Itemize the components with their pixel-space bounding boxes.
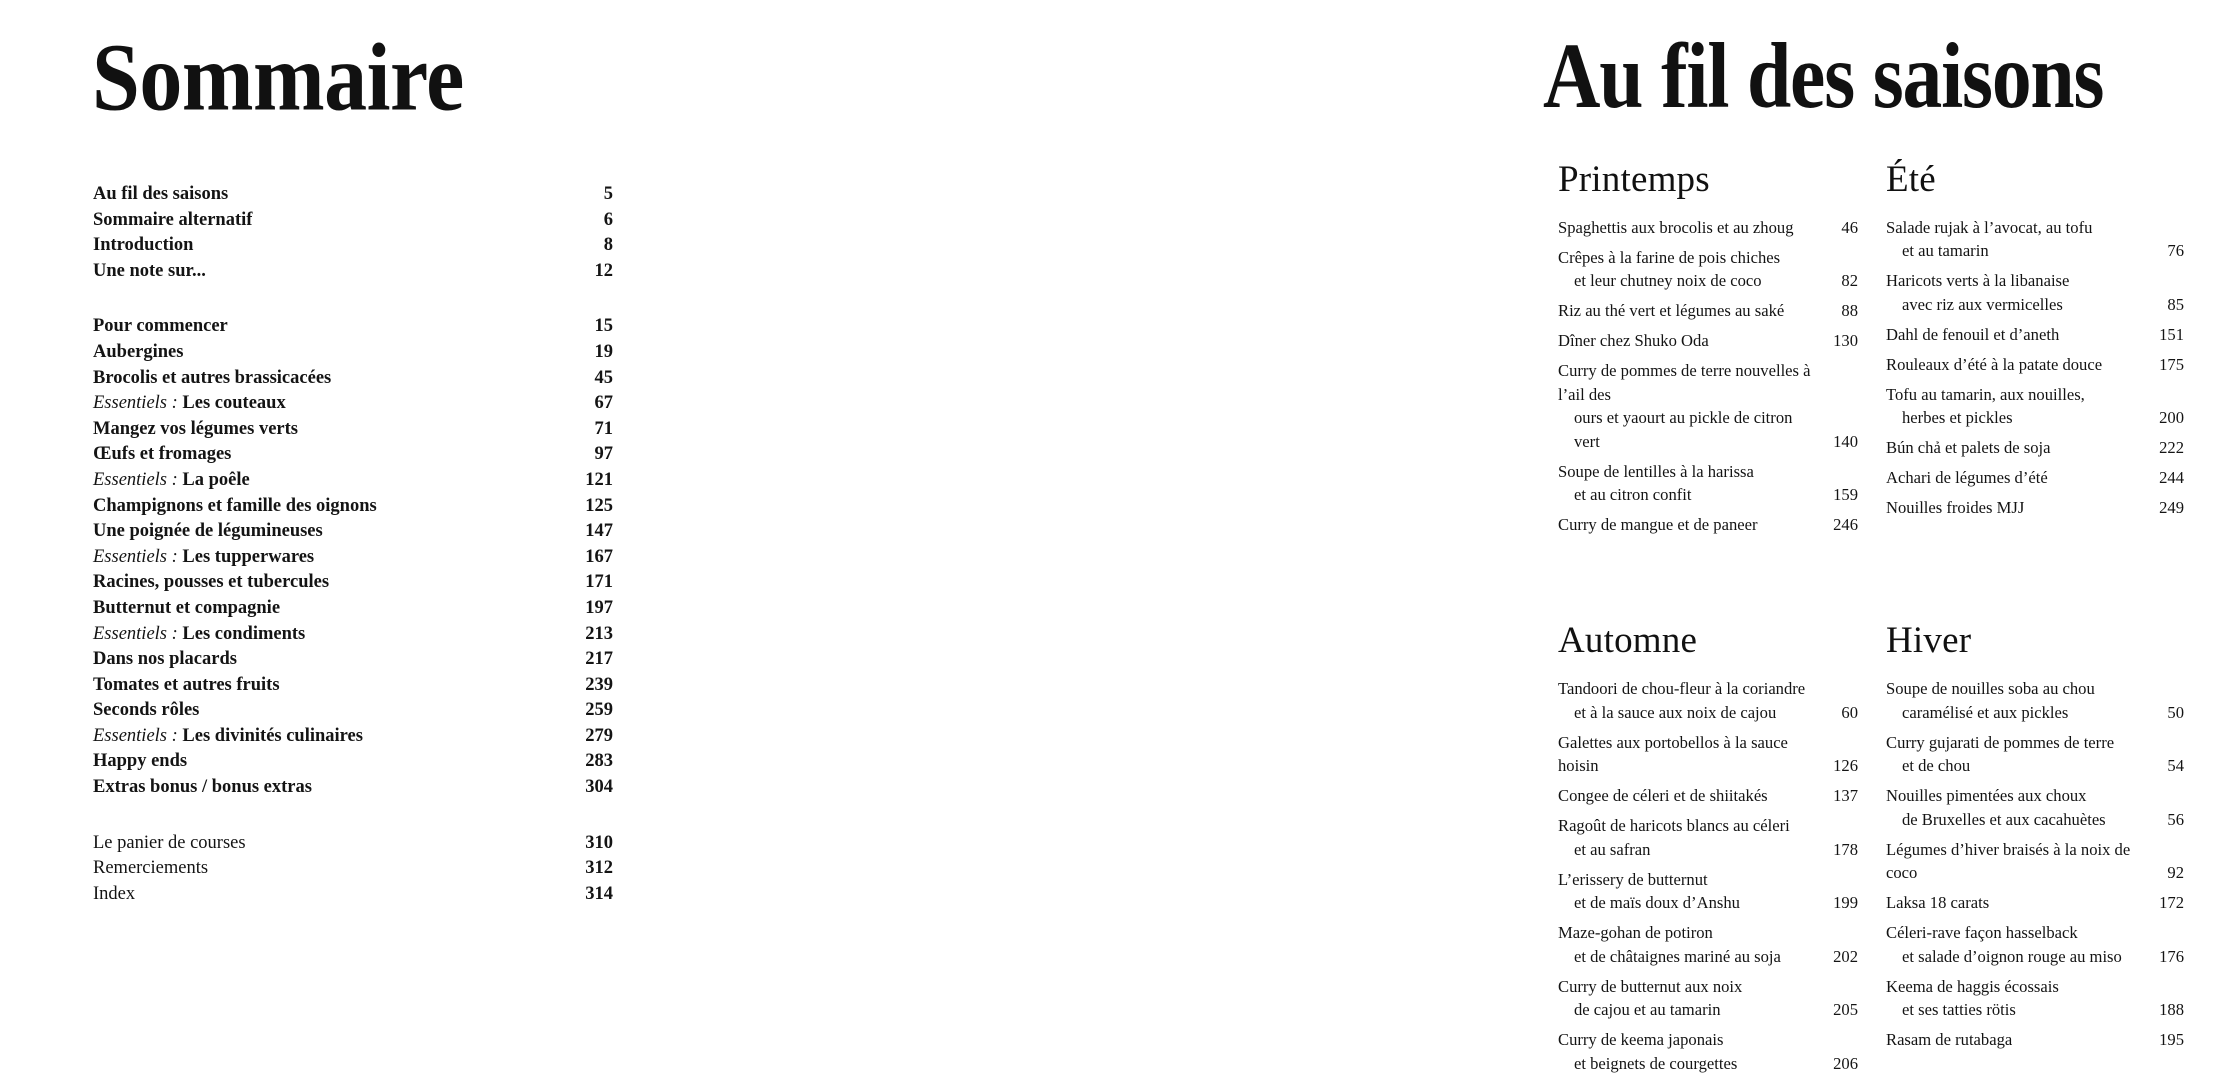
recipe-entry[interactable] [1558,513,1858,537]
recipe-title-line1: Galettes aux portobellos à la sauce hoisin [1558,732,1788,776]
recipe-title [1886,784,2154,831]
season-block-hiver [1886,621,2184,1081]
recipe-title [1558,460,1828,507]
toc-entry-label [93,468,250,494]
recipe-page-number: 54 [2167,756,2184,776]
toc-entry-page-number: 15 [594,316,613,337]
recipe-page-number: 76 [2167,241,2184,261]
recipe-entry[interactable] [1886,975,2184,1022]
toc-entry-label: Au fil des saisons [93,184,229,204]
recipe-title-line1: Curry de keema japonais [1558,1030,1724,1050]
recipe-title-line2: et ses tatties rötis [1902,1000,2016,1020]
recipe-page-number: 222 [2159,438,2184,458]
recipe-entry[interactable] [1886,383,2184,430]
toc-entry[interactable] [93,647,613,673]
recipe-entry[interactable] [1886,216,2184,263]
recipe-entry[interactable] [1558,329,1858,353]
recipe-page-number: 249 [2159,498,2184,518]
page-title-au-fil-des-saisons: Au fil des saisons [1543,24,2104,128]
recipe-title-line2: et de châtaignes mariné au soja [1574,946,1781,966]
recipe-title-line2: et leur chutney noix de coco [1574,271,1762,291]
recipe-page-number: 46 [1841,217,1858,237]
toc-entry-page-number: 310 [585,832,613,853]
recipe-page-number: 126 [1833,756,1858,776]
right-page [750,0,2184,1073]
recipe-title-line1: Tofu au tamarin, aux nouilles, [1886,384,2085,404]
recipe-entry[interactable] [1558,1028,1858,1075]
recipe-entry[interactable] [1558,246,1858,293]
recipe-title-line1: Rouleaux d’été à la patate douce [1886,354,2103,374]
recipe-title [1558,868,1828,915]
toc-entry-label: Une poignée de légumineuses [93,521,323,542]
toc-entry[interactable] [93,545,613,571]
recipe-entry[interactable] [1886,731,2184,778]
recipe-title-line1: Céleri-rave façon hasselback [1886,923,2078,943]
toc-entry[interactable] [93,208,613,234]
recipe-entry[interactable] [1558,299,1858,323]
recipe-page-number: 202 [1833,946,1858,966]
toc-entry[interactable] [93,442,613,468]
toc-entry-label: Dans nos placards [93,649,237,670]
recipe-title-line2: et à la sauce aux noix de cajou [1574,702,1777,722]
recipe-title [1886,436,2154,460]
recipe-title-line1: Curry de pommes de terre nouvelles à l’ail des [1558,361,1811,404]
season-block-t [1886,160,2184,543]
toc-entry-label: Remerciements [93,858,209,879]
toc-entry-label: Mangez vos légumes verts [93,418,298,439]
toc-entry[interactable] [93,182,613,208]
recipe-title-line1: Achari de légumes d’été [1886,468,2048,488]
toc-entry-page-number: 45 [594,367,613,388]
recipe-title [1886,838,2154,885]
recipe-page-number: 175 [2159,354,2184,374]
recipe-entry[interactable] [1886,677,2184,724]
toc-entry-page-number: 171 [585,572,613,593]
toc-entry[interactable] [93,570,613,596]
recipe-title-line1: Keema de haggis écossais [1886,976,2059,996]
toc-entry-prefix: Essentiels : [93,623,178,644]
recipe-entry[interactable] [1886,269,2184,316]
recipe-title-line1: Rasam de rutabaga [1886,1030,2013,1050]
toc-entry-label: Champignons et famille des oignons [93,495,377,516]
toc-entry-label [93,724,363,750]
toc-entry-page-number: 259 [585,700,613,721]
recipe-page-number: 244 [2159,468,2184,488]
recipe-page-number: 88 [1841,301,1858,321]
toc-entry-page-number: 12 [594,260,613,281]
recipe-title [1886,216,2154,263]
toc-entry-label: Aubergines [93,341,184,362]
toc-entry-page-number: 304 [585,777,613,798]
recipe-title-line1: Haricots verts à la libanaise [1886,271,2070,291]
recipe-title-line1: Tandoori de chou-fleur à la coriandre [1558,679,1806,699]
season-heading: Printemps [1558,159,1710,200]
recipe-entry[interactable] [1558,784,1858,808]
recipe-entry[interactable] [1558,731,1858,778]
toc-entry-label: Brocolis et autres brassicacées [93,367,332,388]
recipe-page-number: 188 [2159,1000,2184,1020]
toc-entry-title: La poêle [182,469,250,490]
recipe-title-line1: Dîner chez Shuko Oda [1558,331,1709,351]
toc-entry-label: Œufs et fromages [93,444,232,465]
toc-entry-page-number: 213 [585,623,613,644]
recipe-title [1558,677,1828,724]
toc-entry[interactable] [93,259,613,285]
table-of-contents [93,182,613,907]
toc-entry-title: Les divinités culinaires [182,725,363,746]
recipe-entry[interactable] [1558,921,1858,968]
recipe-title-line1: Crêpes à la farine de pois chiches [1558,247,1781,267]
toc-entry[interactable] [93,856,613,882]
recipe-page-number: 140 [1833,431,1858,451]
toc-entry-prefix: Essentiels : [93,546,178,567]
toc-entry-page-number: 279 [585,725,613,746]
recipe-title [1886,496,2154,520]
recipe-entry[interactable] [1886,436,2184,460]
recipe-title-line2: et de maïs doux d’Anshu [1574,893,1740,913]
recipe-title-line1: Riz au thé vert et légumes au saké [1558,301,1785,321]
recipe-title [1558,216,1828,240]
toc-entry-page-number: 19 [594,341,613,362]
recipe-title-line1: Soupe de nouilles soba au chou [1886,679,2095,699]
season-heading: Hiver [1886,620,1972,662]
toc-group-back-matter [93,831,613,908]
toc-group-gap [93,284,613,314]
recipe-title-line1: Nouilles froides MJJ [1886,498,2025,518]
toc-entry[interactable] [93,622,613,648]
recipe-entry[interactable] [1886,838,2184,885]
recipe-page-number: 205 [1833,1000,1858,1020]
recipe-title-line2: de cajou et au tamarin [1574,1000,1721,1020]
toc-entry-label: Une note sur... [93,260,206,281]
recipe-title-line1: Spaghettis aux brocolis et au zhoug [1558,217,1794,237]
recipe-page-number: 172 [2159,893,2184,913]
recipe-page-number: 176 [2159,946,2184,966]
recipe-title [1558,814,1828,861]
recipe-title-line2: et au tamarin [1902,241,1989,261]
toc-entry-title: Les couteaux [182,393,286,414]
toc-entry-page-number: 314 [585,883,613,904]
recipe-title [1886,731,2154,778]
recipe-title-line1: Ragoût de haricots blancs au céleri [1558,816,1790,836]
toc-entry-page-number: 217 [585,649,613,670]
recipe-page-number: 206 [1833,1053,1858,1073]
toc-entry-page-number: 67 [594,393,613,414]
recipe-title [1558,784,1828,808]
toc-entry-page-number: 197 [585,597,613,618]
recipe-title [1558,731,1828,778]
recipe-page-number: 60 [1841,702,1858,722]
toc-entry[interactable] [93,749,613,775]
recipe-title [1558,1028,1828,1075]
toc-entry-label [93,622,305,648]
recipe-title-line2: ours et yaourt au pickle de citron vert [1574,408,1793,451]
toc-entry-label: Seconds rôles [93,700,200,721]
recipe-entry[interactable] [1558,868,1858,915]
recipe-page-number: 85 [2167,294,2184,314]
recipe-title-line2: et beignets de courgettes [1574,1053,1738,1073]
toc-entry-label: Butternut et compagnie [93,597,281,618]
toc-entry[interactable] [93,724,613,750]
recipe-title-line1: Laksa 18 carats [1886,893,1990,913]
recipe-entry[interactable] [1886,784,2184,831]
recipe-entry[interactable] [1558,814,1858,861]
toc-entry-label: Le panier de courses [93,832,246,853]
toc-entry[interactable] [93,519,613,545]
recipe-entry[interactable] [1886,466,2184,490]
recipe-entry[interactable] [1558,677,1858,724]
recipe-title-line1: Bún chả et palets de soja [1886,438,2051,458]
toc-entry-label [93,545,314,571]
recipe-page-number: 199 [1833,893,1858,913]
season-heading: Automne [1558,620,1698,662]
recipe-entry[interactable] [1886,323,2184,347]
recipe-title [1558,329,1828,353]
recipe-entry[interactable] [1886,921,2184,968]
toc-group-front-matter [93,182,613,284]
toc-entry-label: Pour commencer [93,316,228,337]
toc-entry-label: Index [93,883,136,904]
recipe-page-number: 200 [2159,408,2184,428]
toc-entry[interactable] [93,391,613,417]
toc-entry-label [93,391,286,417]
recipe-entry[interactable] [1558,460,1858,507]
recipe-title [1558,975,1828,1022]
toc-entry-page-number: 71 [594,418,613,439]
recipe-title-line1: Curry gujarati de pommes de terre [1886,732,2115,752]
toc-group-chapters [93,314,613,800]
toc-entry[interactable] [93,882,613,908]
toc-entry[interactable] [93,698,613,724]
recipe-title [1558,921,1828,968]
toc-entry-page-number: 312 [585,858,613,879]
toc-entry[interactable] [93,314,613,340]
recipe-title [1886,921,2154,968]
recipe-page-number: 50 [2167,702,2184,722]
toc-entry-page-number: 6 [603,209,613,230]
recipe-title-line2: et de chou [1902,756,1971,776]
recipe-title-line2: caramélisé et aux pickles [1902,702,2069,722]
toc-entry[interactable] [93,494,613,520]
recipe-page-number: 246 [1833,515,1858,535]
toc-entry[interactable] [93,775,613,801]
seasons-grid [1558,160,2218,1082]
recipe-title [1886,466,2154,490]
recipe-title-line2: et au safran [1574,839,1651,859]
recipe-entry[interactable] [1558,359,1858,453]
recipe-title-line1: Nouilles pimentées aux choux [1886,786,2087,806]
toc-entry-page-number: 283 [585,751,613,772]
toc-entry[interactable] [93,417,613,443]
recipe-title [1886,975,2154,1022]
recipe-page-number: 151 [2159,324,2184,344]
toc-entry[interactable] [93,596,613,622]
season-block-automne [1558,621,1858,1081]
recipe-entry[interactable] [1886,1028,2184,1052]
recipe-title [1886,677,2154,724]
recipe-title [1558,513,1828,537]
toc-entry[interactable] [93,468,613,494]
toc-group-gap [93,801,613,831]
toc-entry-prefix: Essentiels : [93,393,178,414]
recipe-title [1886,383,2154,430]
toc-entry-prefix: Essentiels : [93,725,178,746]
recipe-entry[interactable] [1558,975,1858,1022]
recipe-title [1558,359,1828,453]
toc-entry-label: Tomates et autres fruits [93,674,280,695]
recipe-page-number: 195 [2159,1030,2184,1050]
toc-entry-page-number: 8 [603,235,613,256]
season-block-printemps [1558,160,1858,543]
toc-entry-label: Racines, pousses et tubercules [93,572,330,593]
left-page [0,0,750,961]
recipe-title-line1: Légumes d’hiver braisés à la noix de coco [1886,839,2131,883]
recipe-title-line1: Soupe de lentilles à la harissa [1558,461,1754,481]
season-heading: Été [1886,159,1936,200]
toc-entry-page-number: 147 [585,521,613,542]
page-title-sommaire: Sommaire [92,23,464,131]
toc-entry[interactable] [93,366,613,392]
toc-entry-prefix: Essentiels : [93,469,178,490]
toc-entry[interactable] [93,233,613,259]
recipe-entry[interactable] [1558,216,1858,240]
recipe-page-number: 159 [1833,485,1858,505]
recipe-title-line1: Maze-gohan de potiron [1558,923,1713,943]
toc-entry-label: Happy ends [93,751,188,772]
recipe-entry[interactable] [1886,496,2184,520]
toc-entry-page-number: 5 [603,184,613,204]
recipe-page-number: 56 [2167,809,2184,829]
toc-entry[interactable] [93,831,613,857]
toc-entry-label: Introduction [93,235,194,256]
recipe-entry[interactable] [1886,891,2184,915]
recipe-title [1558,299,1828,323]
recipe-title [1886,891,2154,915]
toc-entry[interactable] [93,340,613,366]
recipe-page-number: 137 [1833,786,1858,806]
recipe-title-line2: avec riz aux vermicelles [1902,294,2063,314]
recipe-title-line1: Dahl de fenouil et d’aneth [1886,324,2060,344]
recipe-title-line2: herbes et pickles [1902,408,2013,428]
recipe-title [1558,246,1828,293]
toc-entry-title: Les condiments [182,623,306,644]
toc-entry-page-number: 239 [585,674,613,695]
recipe-title [1886,269,2154,316]
recipe-entry[interactable] [1886,353,2184,377]
recipe-title-line2: et salade d’oignon rouge au miso [1902,946,2122,966]
recipe-page-number: 130 [1833,331,1858,351]
toc-entry-label: Extras bonus / bonus extras [93,777,312,798]
recipe-page-number: 92 [2167,863,2184,883]
toc-entry-page-number: 167 [585,546,613,567]
recipe-title [1886,353,2154,377]
recipe-title-line1: Curry de mangue et de paneer [1558,515,1758,535]
toc-entry-page-number: 125 [585,495,613,516]
toc-entry-label: Sommaire alternatif [93,209,253,230]
recipe-page-number: 178 [1833,839,1858,859]
recipe-title-line1: Congee de céleri et de shiitakés [1558,786,1768,806]
toc-entry-title: Les tupperwares [182,546,315,567]
toc-entry[interactable] [93,673,613,699]
recipe-title [1886,1028,2154,1052]
recipe-title [1886,323,2154,347]
recipe-title-line1: Salade rujak à l’avocat, au tofu [1886,217,2093,237]
recipe-title-line2: de Bruxelles et aux cacahuètes [1902,809,2106,829]
recipe-title-line2: et au citron confit [1574,485,1692,505]
toc-entry-page-number: 121 [585,469,613,490]
recipe-title-line1: L’erissery de butternut [1558,869,1708,889]
recipe-title-line1: Curry de butternut aux noix [1558,976,1743,996]
recipe-page-number: 82 [1841,271,1858,291]
toc-entry-page-number: 97 [594,444,613,465]
